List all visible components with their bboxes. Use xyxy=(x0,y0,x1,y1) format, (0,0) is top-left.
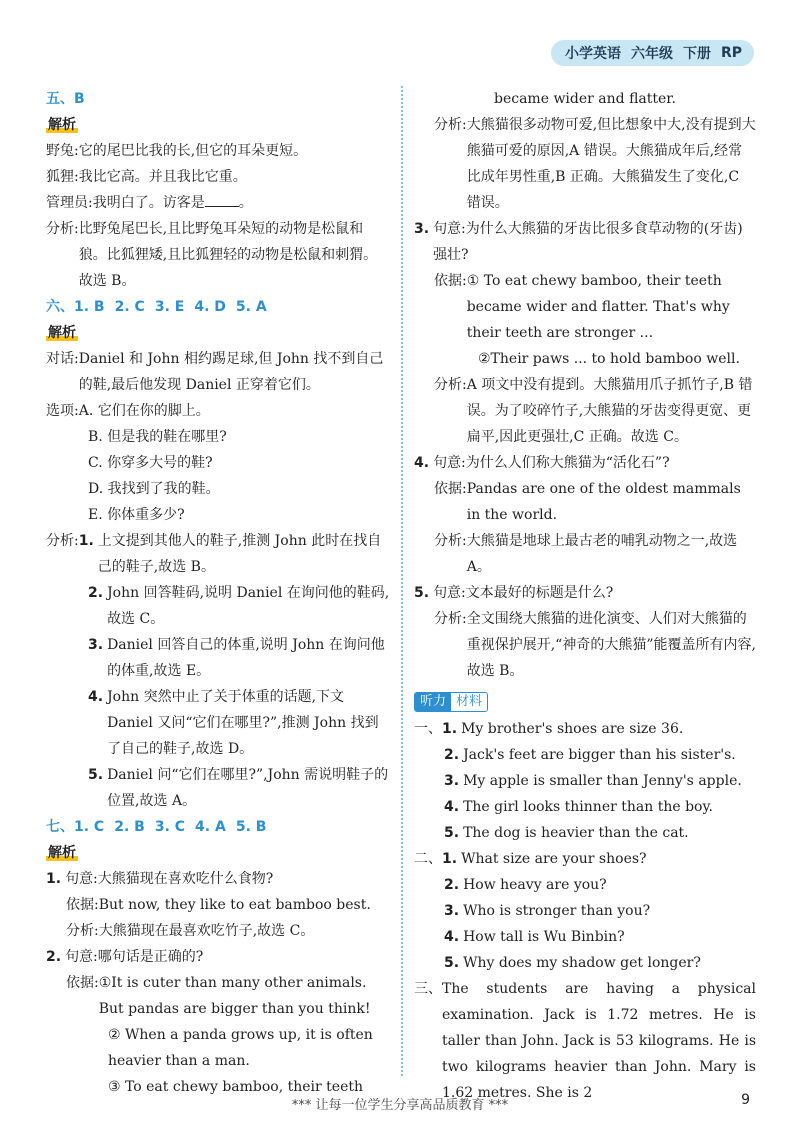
basis: 依据: Pandas are one of the oldest mammals in the world. xyxy=(434,481,741,523)
section-7-answers: 七、1. C 2. B 3. C 4. A 5. B xyxy=(46,819,267,835)
listening-item: 4. The girl looks thinner than the boy. xyxy=(444,799,713,815)
column-divider xyxy=(401,86,403,1076)
basis: 依据: ① To eat chewy bamboo, their teeth became wider and flatter. That's why their teeth are stronger ... xyxy=(434,273,730,341)
listening-item: 3. My apple is smaller than Jenny's apple. xyxy=(444,773,742,789)
dialog-summary: 对话: Daniel 和 John 相约踢足球,但 John 找不到自己的鞋,最后他发现 Daniel 正穿着它们。 xyxy=(46,351,384,393)
basis: 依据: ①It is cuter than many other animals. But pandas are bigger than you think! xyxy=(66,975,371,1017)
basis-item: ③ To eat chewy bamboo, their teeth xyxy=(108,1079,364,1095)
analysis-item: 分析: 1. 上文提到其他人的鞋子,推测 John 此时在找自己的鞋子,故选 B。 xyxy=(46,533,382,575)
header-badge xyxy=(551,40,754,66)
option-item: B. 但是我的鞋在哪里? xyxy=(88,429,227,445)
option-item: E. 你体重多少? xyxy=(88,507,185,523)
option-item: C. 你穿多大号的鞋? xyxy=(88,455,213,471)
analysis: 分析: 大熊猫是地球上最古老的哺乳动物之一,故选 A。 xyxy=(434,533,738,575)
footer-slogan: *** 让每一位学生分享高品质教育 *** xyxy=(291,1098,509,1113)
analysis: 分析:大熊猫现在最喜欢吃竹子,故选 C。 xyxy=(66,923,315,939)
basis-item: ② When a panda grows up, it is often heavier than a man. xyxy=(108,1027,373,1069)
analysis-item: 5. Daniel 问“它们在哪里?”,John 需说明鞋子的位置,故选 A。 xyxy=(88,767,389,809)
basis-continued: became wider and flatter. xyxy=(494,91,676,107)
listening-item: 一、 1. My brother's shoes are size 36. xyxy=(414,721,684,737)
header-subject: 小学英语 xyxy=(564,46,621,62)
question-meaning: 3. 句意:为什么大熊猫的牙齿比很多食草动物的(牙齿)强壮? xyxy=(414,221,743,263)
listening-passage: 三、 The students are having a physical examination. Jack is 1.72 metres. He is taller than John. Jack is 53 kilograms. He is two kilograms heavier than John. Mary is 1.62 metres. She is 2 xyxy=(414,981,756,1101)
analysis: 分析: 全文围绕大熊猫的进化演变、人们对大熊猫的重视保护展开,“神奇的大熊猫”能覆盖所有内容,故选 B。 xyxy=(434,611,756,679)
header-term: 下册 xyxy=(682,46,711,62)
analysis: 分析: A 项文中没有提到。大熊猫用爪子抓竹子,B 错误。为了咬碎竹子,大熊猫的牙齿变得更宽、更扁平,因此更强壮,C 正确。故选 C。 xyxy=(434,377,753,445)
listening-item: 5. Why does my shadow get longer? xyxy=(444,955,701,971)
jiexi-label: 解析 xyxy=(46,320,78,346)
analysis: 分析: 大熊猫很多动物可爱,但比想象中大,没有提到大熊猫可爱的原因,A 错误。大熊猫成年后,经常比成年男性重,B 正确。大熊猫发生了变化,C 错误。 xyxy=(434,117,756,211)
listening-item: 4. How tall is Wu Binbin? xyxy=(444,929,625,945)
dialog-line: 野兔: 它的尾巴比我的长,但它的耳朵更短。 xyxy=(46,143,308,159)
question-meaning: 4. 句意:为什么人们称大熊猫为“活化石”? xyxy=(414,455,670,471)
listening-item: 5. The dog is heavier than the cat. xyxy=(444,825,689,841)
dialog-line: 管理员: 我明白了。访客是 。 xyxy=(46,190,390,216)
analysis-item: 2. John 回答鞋码,说明 Daniel 在询问他的鞋码,故选 C。 xyxy=(88,585,390,627)
listening-item: 2. Jack's feet are bigger than his sister's. xyxy=(444,747,736,763)
analysis-item: 4. John 突然中止了关于体重的话题,下文 Daniel 又问“它们在哪里?”,推测 John 找到了自己的鞋子,故选 D。 xyxy=(88,689,379,757)
jiexi-label: 解析 xyxy=(46,112,78,138)
question-meaning: 2. 句意:哪句话是正确的? xyxy=(46,949,204,965)
answer-blank xyxy=(205,192,239,207)
right-column xyxy=(414,86,756,1106)
analysis-item: 3. Daniel 回答自己的体重,说明 John 在询问他的体重,故选 E。 xyxy=(88,637,385,679)
section-6-answers: 六、1. B 2. C 3. E 4. D 5. A xyxy=(46,299,267,315)
basis: 依据:But now, they like to eat bamboo best. xyxy=(66,897,371,913)
listening-item: 2. How heavy are you? xyxy=(444,877,607,893)
options-list: 选项: A. 它们在你的脚上。 xyxy=(46,403,210,419)
listening-item: 二、 1. What size are your shoes? xyxy=(414,851,647,867)
option-item: D. 我找到了我的鞋。 xyxy=(88,481,220,497)
header-edition: RP xyxy=(720,45,742,61)
section-5-answer: 五、B xyxy=(46,91,85,107)
page-number: 9 xyxy=(741,1092,750,1108)
question-meaning: 1. 句意:大熊猫现在喜欢吃什么食物? xyxy=(46,871,274,887)
analysis: 分析: 比野兔尾巴长,且比野兔耳朵短的动物是松鼠和狼。比狐狸矮,且比狐狸轻的动物是松鼠和刺猬。故选 B。 xyxy=(46,221,378,289)
header-grade: 六年级 xyxy=(630,46,673,62)
jiexi-label: 解析 xyxy=(46,840,78,866)
basis-item: ②Their paws ... to hold bamboo well. xyxy=(478,351,740,367)
dialog-line: 狐狸: 我比它高。并且我比它重。 xyxy=(46,169,247,185)
left-column xyxy=(46,86,390,1100)
question-meaning: 5. 句意:文本最好的标题是什么? xyxy=(414,585,614,601)
listening-item: 3. Who is stronger than you? xyxy=(444,903,651,919)
listening-material-tag: 听力 材料 xyxy=(414,692,488,712)
